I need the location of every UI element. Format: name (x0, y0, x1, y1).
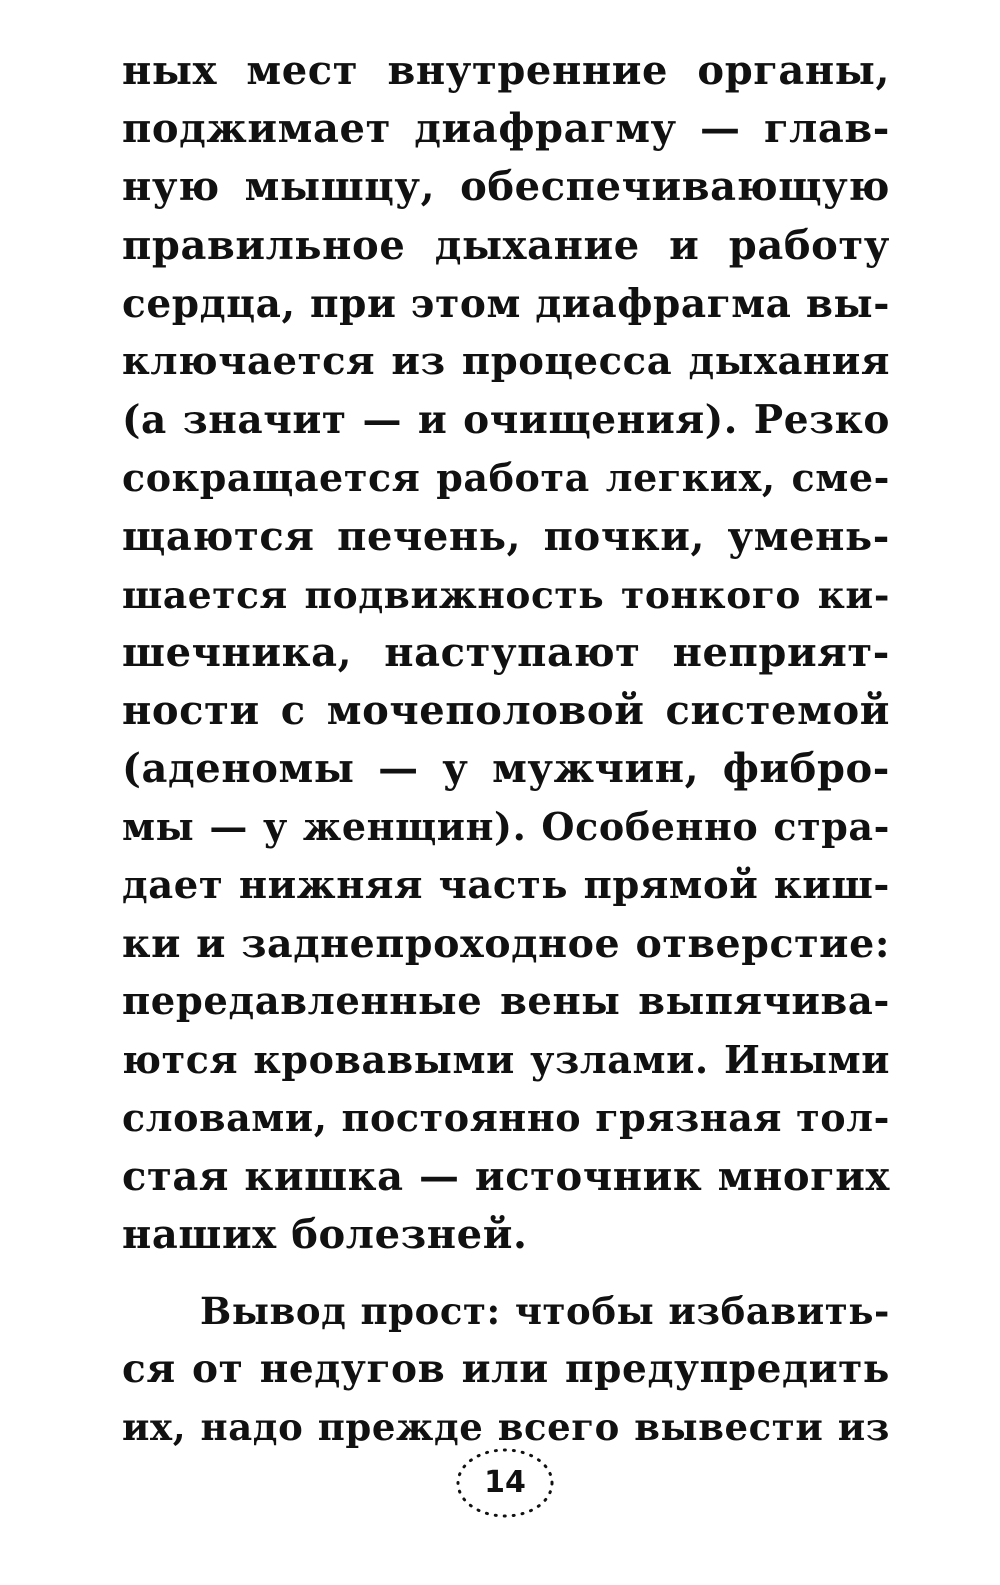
text-line: (аденомы — у мужчин, фибро- (122, 745, 890, 793)
text-line: сокращается работа легких, сме- (122, 455, 890, 501)
paragraph-2 (122, 1282, 890, 1457)
text-line: передавленные вены выпячива- (122, 979, 890, 1024)
text-line: ключается из процесса дыхания (122, 338, 890, 384)
body-text (122, 42, 890, 1457)
text-line: наших болезней. (122, 1210, 528, 1258)
text-line: сердца, при этом диафрагма вы- (122, 280, 890, 327)
text-line: словами, постоянно грязная тол- (122, 1095, 890, 1141)
paragraph-gap (122, 1264, 890, 1282)
text-line: ются кровавыми узлами. Иными (122, 1037, 890, 1083)
text-line: их, надо прежде всего вывести из (122, 1405, 890, 1450)
paragraph-1 (122, 42, 890, 1264)
text-line: шается подвижность тонкого ки- (122, 572, 890, 617)
text-line: ки и заднепроходное отверстие: (122, 920, 890, 967)
text-line: шечника, наступают неприят- (122, 628, 890, 676)
text-line: мы — у женщин). Особенно стра- (122, 804, 890, 850)
text-line: щаются печень, почки, умень- (122, 512, 890, 560)
page-number-badge (452, 1445, 558, 1521)
text-line: ную мышцу, обеспечивающую (122, 163, 890, 211)
text-line: правильное дыхание и работу (122, 221, 890, 269)
text-line: ности с мочеполовой системой (122, 687, 890, 735)
page-number: 14 (484, 1465, 526, 1500)
text-line: (а значит — и очищения). Резко (122, 397, 890, 444)
text-line: Вывод прост: чтобы избавить- (200, 1288, 890, 1333)
text-line: ся от недугов или предупредить (122, 1346, 890, 1393)
text-line: дает нижняя часть прямой киш- (122, 862, 890, 908)
text-line: поджимает диафрагму — глав- (122, 105, 890, 153)
text-line: стая кишка — источник многих (122, 1152, 890, 1200)
text-line: ных мест внутренние органы, (122, 47, 890, 94)
